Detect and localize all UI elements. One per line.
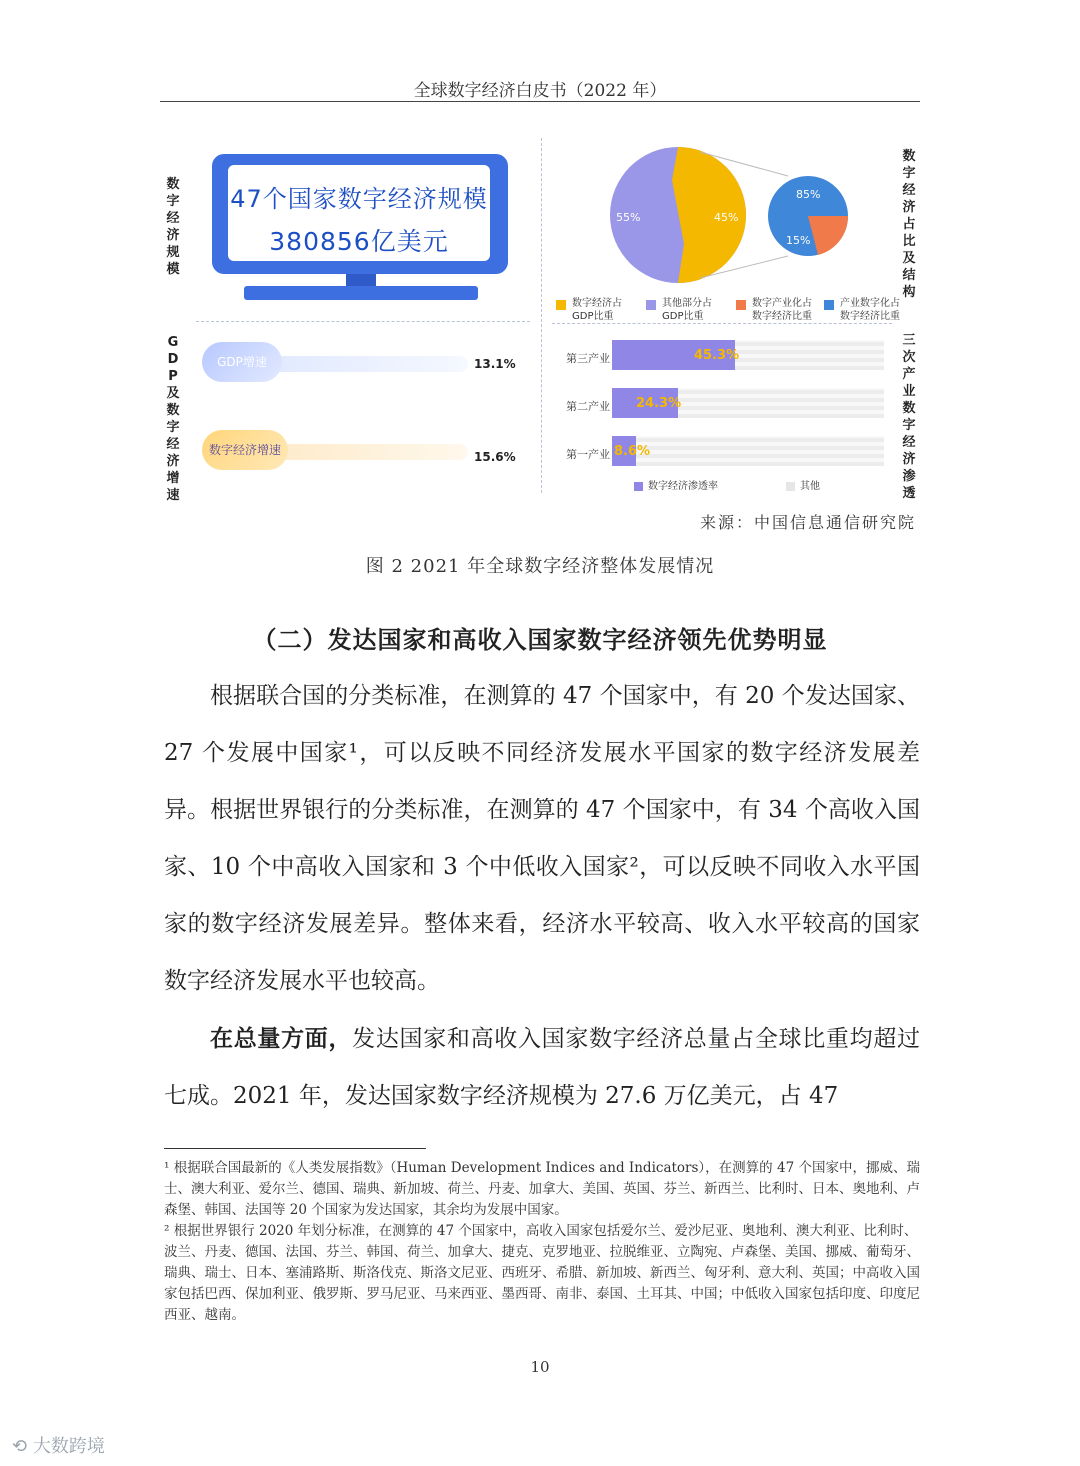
figure-divider-right [552, 323, 892, 324]
bar-legend-swatch-2 [786, 482, 795, 491]
pie-legend-swatch-4 [824, 300, 834, 310]
pie-big-label-digital: 45% [714, 211, 739, 224]
paragraph-1 [164, 668, 920, 1010]
monitor-title: 47个国家数字经济规模 [230, 185, 488, 213]
watermark-icon: ⟲ [12, 1436, 28, 1457]
pie-legend-item-4: 产业数字化占数字经济比重 [840, 298, 900, 322]
pie-big-label-other: 55% [616, 211, 641, 224]
pie-legend-item-3: 数字产业化占数字经济比重 [752, 298, 812, 322]
watermark-logo [12, 1432, 105, 1458]
header-rule [160, 101, 920, 102]
keyboard-icon [244, 286, 478, 300]
running-header: 全球数字经济白皮书（2022 年） [413, 81, 667, 101]
monitor-screen [228, 165, 490, 261]
figure-caption: 图 2 2021 年全球数字经济整体发展情况 [365, 556, 715, 577]
label-share-structure: 数字经济占比及结构 [902, 149, 916, 300]
bar-legend-swatch-1 [634, 482, 643, 491]
section-heading: （二）发达国家和高收入国家数字经济领先优势明显 [252, 626, 828, 654]
page-number: 10 [530, 1358, 550, 1376]
pie-legend-item-2: 其他部分占GDP比重 [662, 298, 712, 322]
bar-label-primary: 第一产业 [566, 448, 610, 461]
bar-track-primary [612, 436, 884, 466]
bar-value-primary: 8.6% [614, 444, 651, 459]
pie-legend-swatch-3 [736, 300, 746, 310]
figure-divider-vertical [541, 138, 542, 493]
bar-label-secondary: 第二产业 [566, 400, 610, 413]
pie-legend-item-1: 数字经济占GDP比重 [572, 298, 622, 322]
label-industry-penetration: 三次产业数字经济渗透 [902, 333, 916, 501]
paragraph-2-text: 发达国家和高收入国家数字经济总量占全球比重均超过七成。2021 年，发达国家数字经济规模为 27.6 万亿美元，占 47 [164, 1026, 921, 1109]
bar-value-tertiary: 45.3% [694, 348, 740, 363]
figure-divider-left [196, 321, 530, 322]
label-digital-economy-scale: 数字经济规模 [166, 177, 180, 277]
gdp-growth-pill: GDP增速 [202, 342, 282, 382]
digital-growth-pill: 数字经济增速 [202, 430, 288, 470]
pie-small-label-15: 15% [786, 234, 811, 247]
digital-growth-value: 15.6% [474, 450, 516, 464]
footnote-2: ² 根据世界银行 2020 年划分标准，在测算的 47 个国家中，高收入国家包括爱尔兰、爱沙尼亚、奥地利、澳大利亚、比利时、波兰、丹麦、德国、法国、芬兰、韩国、荷兰、加拿大、捷克、克罗地亚、拉脱维亚、立陶宛、卢森堡、美国、挪威、葡萄牙、瑞典、瑞士、日本、塞浦路斯、斯洛伐克、斯洛文尼亚、西班牙、希腊、新加坡、新西兰、匈牙利、意大利、英国；中高收入国家包括巴西、保加利亚、俄罗斯、罗马尼亚、马来西亚、墨西哥、南非、泰国、土耳其、中国；中低收入国家包括印度、印度尼西亚、越南。 [164, 1223, 920, 1323]
label-gdp-growth: GDP及数字经济增速 [166, 335, 180, 503]
watermark-text: 大数跨境 [32, 1436, 105, 1457]
paragraph-1-text: 根据联合国的分类标准，在测算的 47 个国家中，有 20 个发达国家、27 个发展中国家¹，可以反映不同经济发展水平国家的数字经济发展差异。根据世界银行的分类标准，在测算的 47 个国家中，有 34 个高收入国家、10 个中高收入国家和 3 个中低收入国家²，可以反映不同收入水平国家的数字经济发展差异。整体来看，经济水平较高、收入水平较高的国家数字经济发展水平也较高。 [164, 683, 920, 994]
gdp-growth-track [250, 356, 468, 372]
footnote-1: ¹ 根据联合国最新的《人类发展指数》（Human Development Indices and Indicators），在测算的 47 个国家中，挪威、瑞士、澳大利亚、爱尔兰、德国、瑞典、新加坡、荷兰、丹麦、加拿大、美国、英国、芬兰、新西兰、比利时、日本、奥地利、卢森堡、韩国、法国等 20 个国家为发达国家，其余均为发展中国家。 [164, 1160, 920, 1218]
bar-value-secondary: 24.3% [636, 396, 682, 411]
bar-legend-item-2: 其他 [800, 481, 820, 492]
monitor-value: 380856亿美元 [269, 227, 449, 256]
pie-small-label-85: 85% [796, 188, 821, 201]
bar-label-tertiary: 第三产业 [566, 352, 610, 365]
bar-legend-item-1: 数字经济渗透率 [648, 481, 718, 492]
pie-legend-swatch-1 [556, 300, 566, 310]
paragraph-2-lead: 在总量方面， [210, 1026, 353, 1052]
gdp-growth-value: 13.1% [474, 357, 516, 371]
figure-source: 来源：中国信息通信研究院 [699, 513, 916, 532]
footnote-rule [164, 1148, 426, 1149]
paragraph-2 [164, 1011, 920, 1125]
pie-legend-swatch-2 [646, 300, 656, 310]
